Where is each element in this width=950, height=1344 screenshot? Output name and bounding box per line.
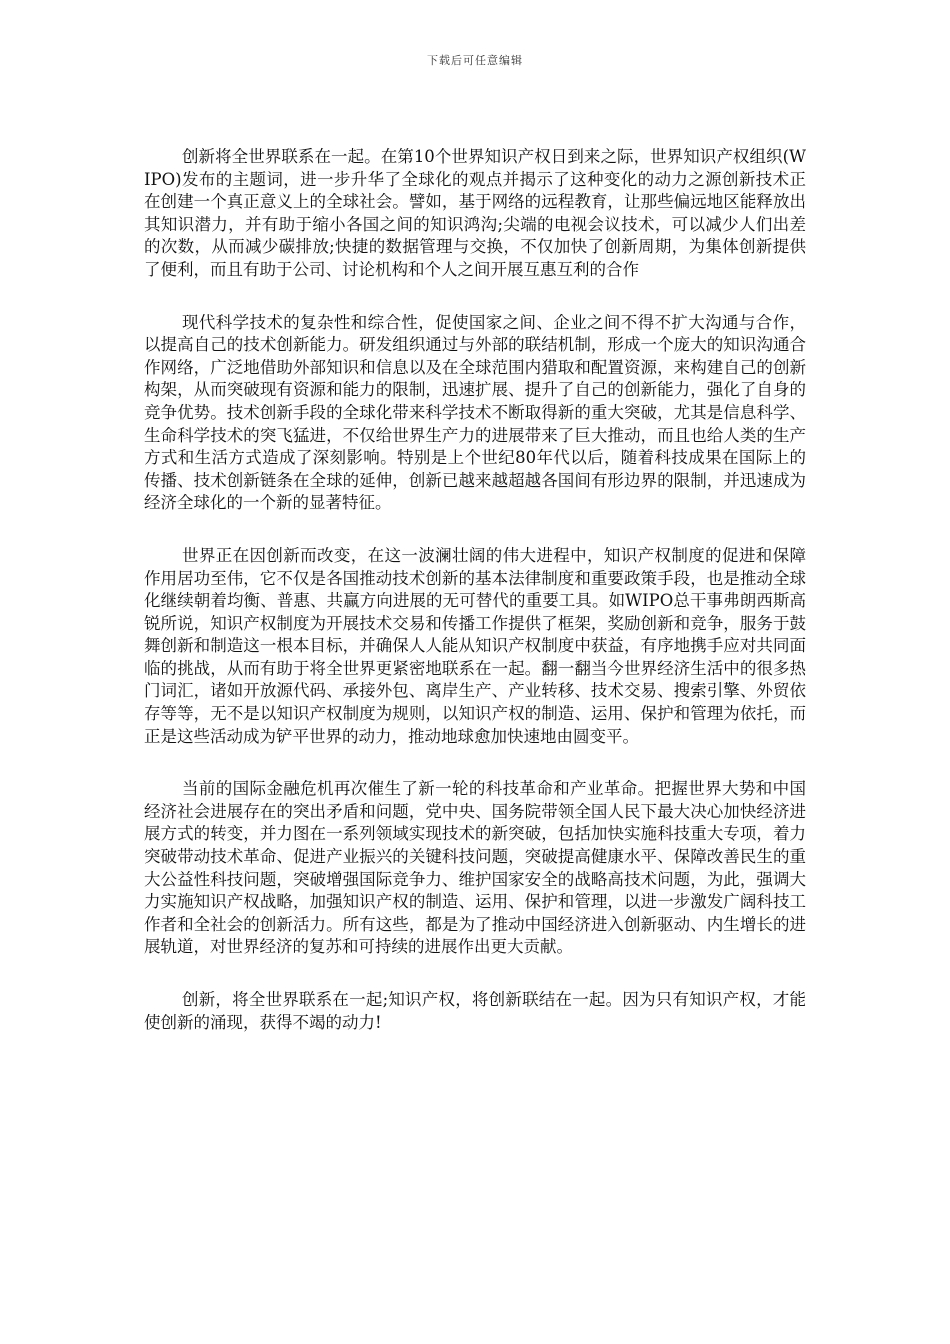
- paragraph-3: 世界正在因创新而改变，在这一波澜壮阔的伟大进程中，知识产权制度的促进和保障作用居功至伟，它不仅是各国推动技术创新的基本法律制度和重要政策手段，也是推动全球化继续朝着均衡、普惠、共赢方向进展的无可替代的重要工具。如WIPO总干事弗朗西斯高锐所说，知识产权制度为开展技术交易和传播工作提供了框架，奖励创新和竞争，服务于鼓舞创新和制造这一根本目标，并确保人人能从知识产权制度中获益，有序地携手应对共同面临的挑战，从而有助于将全世界更紧密地联系在一起。翻一翻当今世界经济生活中的很多热门词汇，诸如开放源代码、承接外包、离岸生产、产业转移、技术交易、搜索引擎、外贸依存等等，无不是以知识产权制度为规则，以知识产权的制造、运用、保护和管理为依托，而正是这些活动成为铲平世界的动力，推动地球愈加快速地由圆变平。: [144, 545, 806, 746]
- body-text: [144, 146, 806, 1064]
- paragraph-2: 现代科学技术的复杂性和综合性，促使国家之间、企业之间不得不扩大沟通与合作，以提高自己的技术创新能力。研发组织通过与外部的联结机制，形成一个庞大的知识沟通合作网络，广泛地借助外部知识和信息以及在全球范围内猎取和配置资源，来构建自己的创新构架，从而突破现有资源和能力的限制，迅速扩展、提升了自己的创新能力，强化了自身的竞争优势。技术创新手段的全球化带来科学技术不断取得新的重大突破，尤其是信息科学、生命科学技术的突飞猛进，不仅给世界生产力的进展带来了巨大推动，而且也给人类的生产方式和生活方式造成了深刻影响。特别是上个世纪80年代以后，随着科技成果在国际上的传播、技术创新链条在全球的延伸，创新已越来越超越各国间有形边界的限制，并迅速成为经济全球化的一个新的显著特征。: [144, 312, 806, 513]
- paragraph-1: 创新将全世界联系在一起。在第10个世界知识产权日到来之际，世界知识产权组织(WIPO)发布的主题词，进一步升华了全球化的观点并揭示了这种变化的动力之源创新技术正在创建一个真正意义上的全球社会。譬如，基于网络的远程教育，让那些偏远地区能释放出其知识潜力，并有助于缩小各国之间的知识鸿沟;尖端的电视会议技术，可以减少人们出差的次数，从而减少碳排放;快捷的数据管理与交换，不仅加快了创新周期，为集体创新提供了便利，而且有助于公司、讨论机构和个人之间开展互惠互利的合作: [144, 147, 806, 279]
- header-note: 下载后可任意编辑: [427, 54, 523, 67]
- paragraph-5: 创新，将全世界联系在一起;知识产权，将创新联结在一起。因为只有知识产权，才能使创新的涌现，获得不竭的动力!: [144, 990, 806, 1032]
- paragraph-4: 当前的国际金融危机再次催生了新一轮的科技革命和产业革命。把握世界大势和中国经济社会进展存在的突出矛盾和问题，党中央、国务院带领全国人民下最大决心加快经济进展方式的转变，并力图在一系列领域实现技术的新突破，包括加快实施科技重大专项，着力突破带动技术革命、促进产业振兴的关键科技问题，突破提高健康水平、保障改善民生的重大公益性科技问题，突破增强国际竞争力、维护国家安全的战略高技术问题，为此，强调大力实施知识产权战略，加强知识产权的制造、运用、保护和管理，以进一步激发广阔科技工作者和全社会的创新活力。所有这些，都是为了推动中国经济进入创新驱动、内生增长的进展轨道，对世界经济的复苏和可持续的进展作出更大贡献。: [144, 779, 806, 957]
